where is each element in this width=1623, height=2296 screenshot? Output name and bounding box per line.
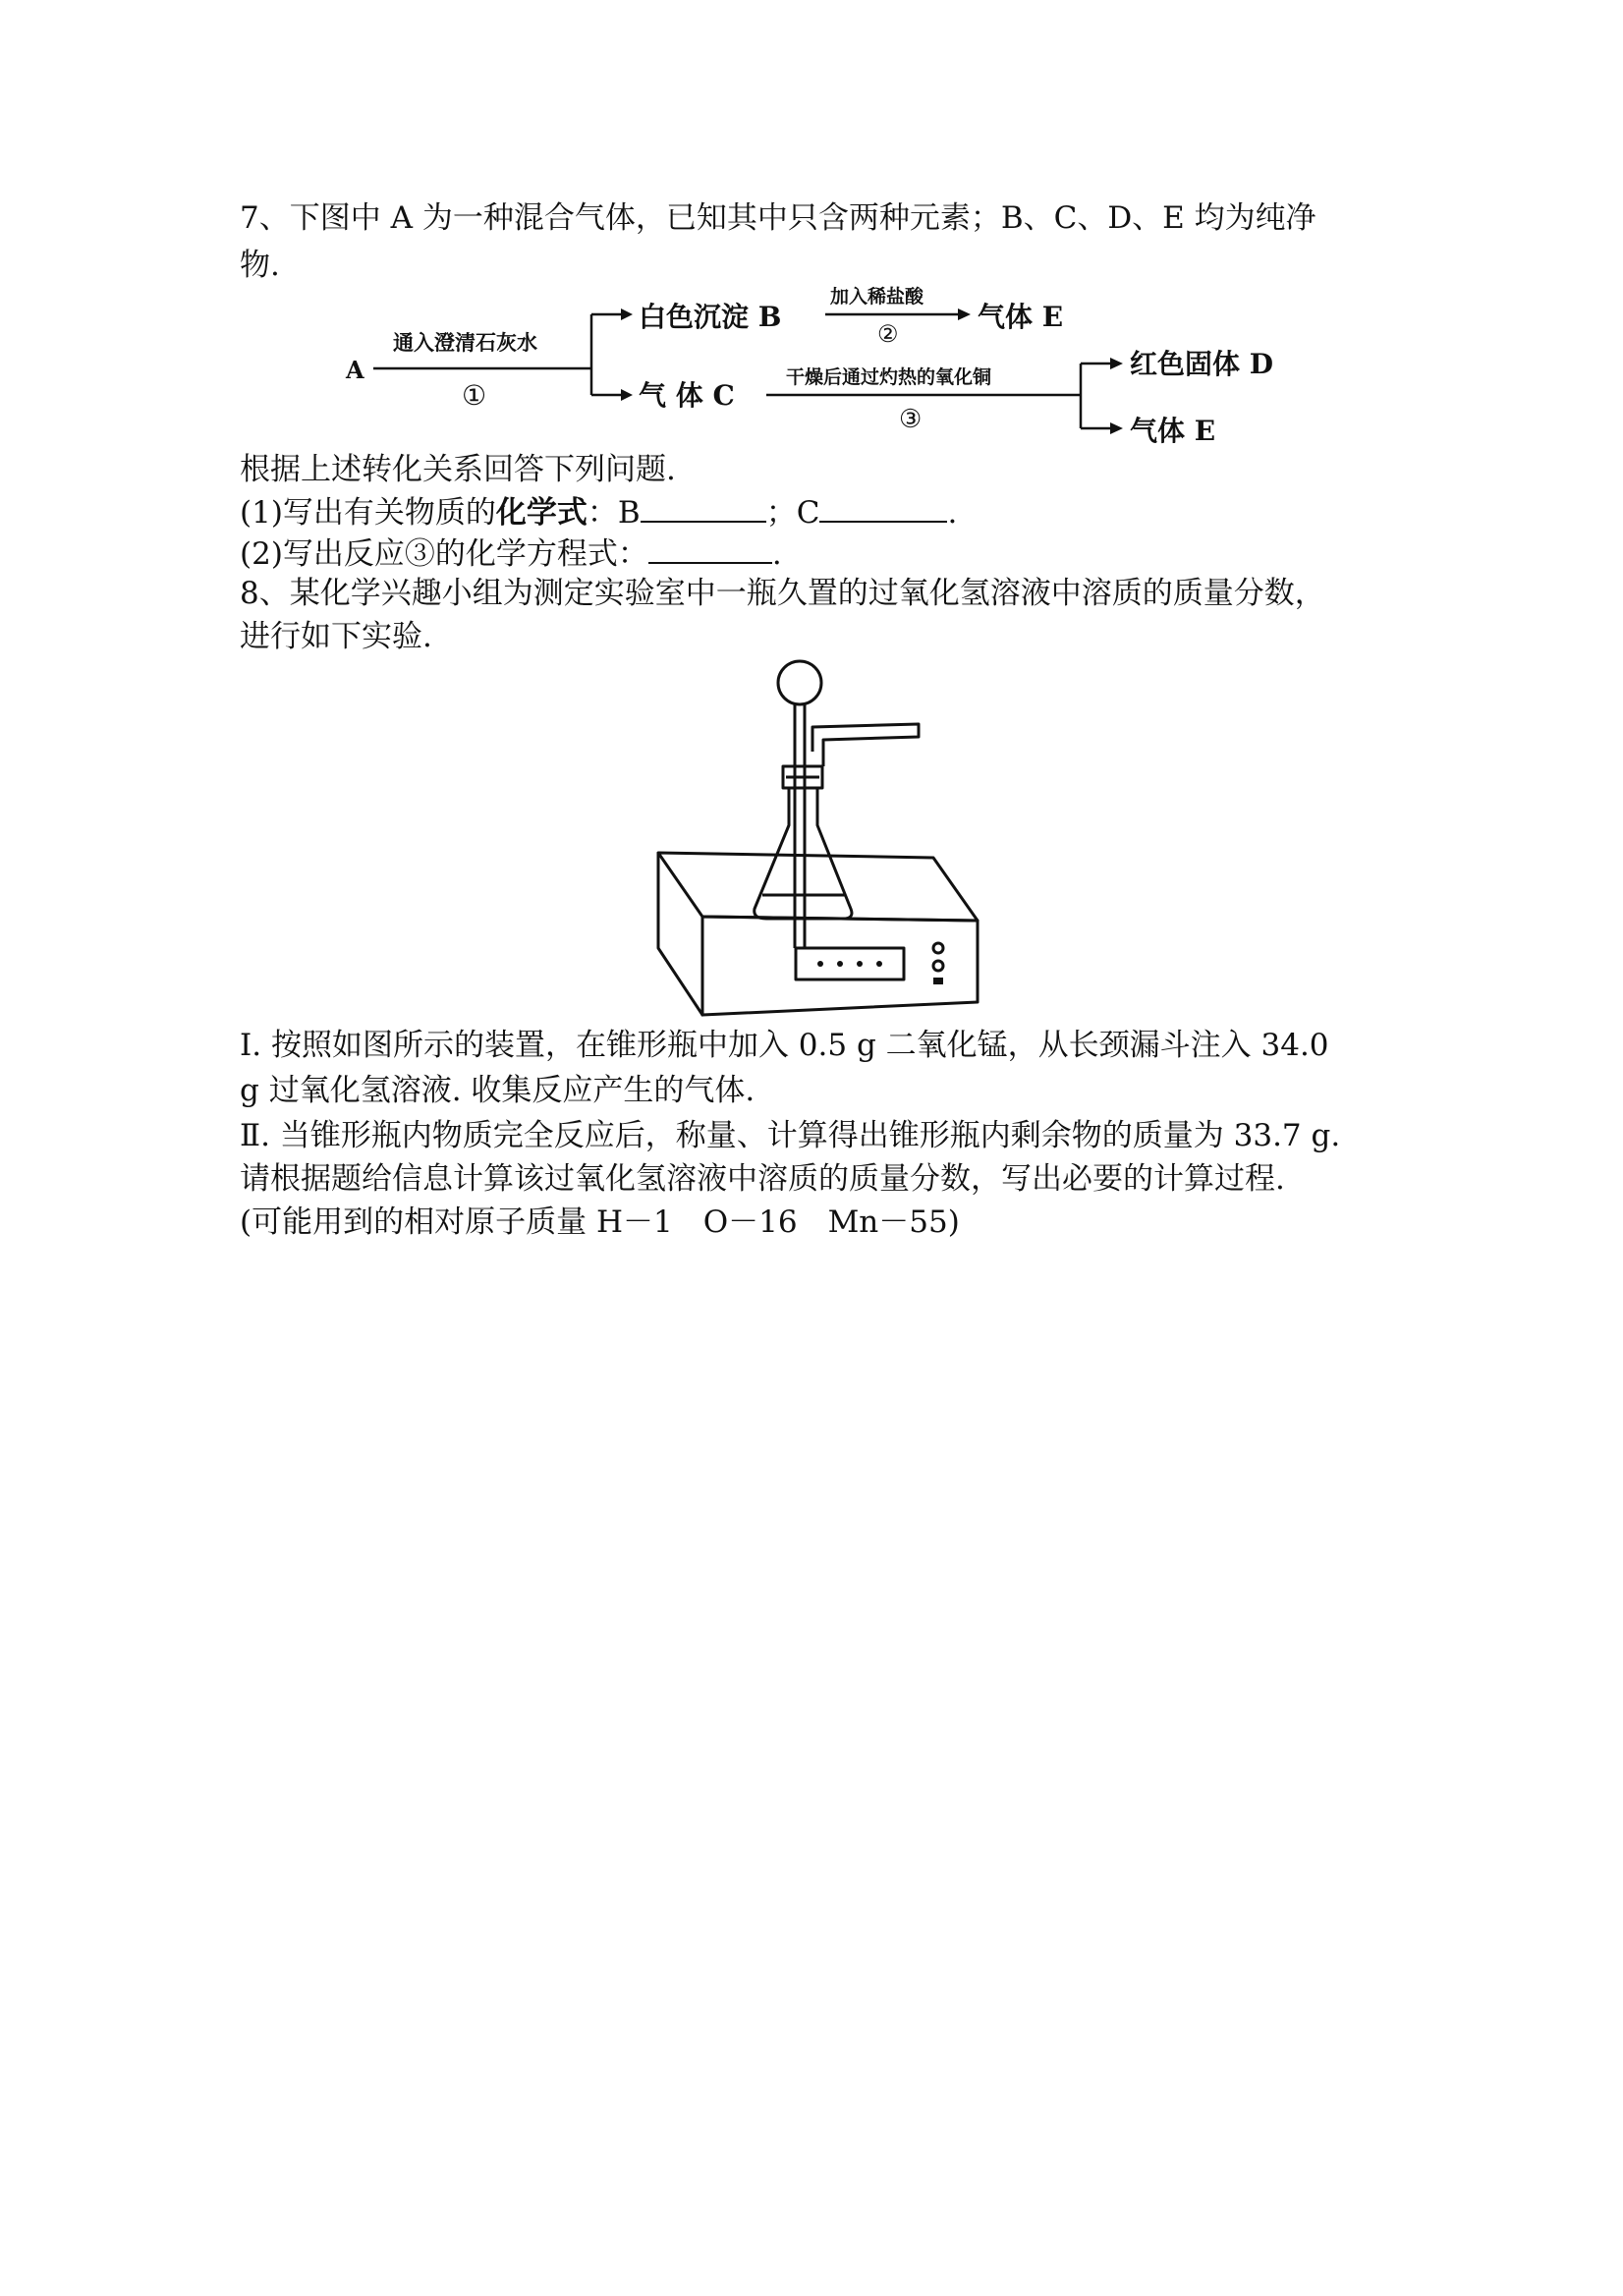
q7-sub1 (240, 491, 957, 532)
q7-sub1-b: ：B (587, 495, 641, 531)
q8-step2-line2: 请根据题给信息计算该过氧化氢溶液中溶质的质量分数，写出必要的计算过程. (240, 1161, 1285, 1197)
diagram-node-e-bottom: 气体 E (1130, 415, 1216, 447)
balance-icon (658, 853, 978, 921)
q8-step2-line1: Ⅱ. 当锥形瓶内物质完全反应后，称量、计算得出锥形瓶内剩余物的质量为 33.7 g. (240, 1118, 1341, 1153)
lab-apparatus-illustration (639, 653, 992, 1027)
knob-icon (933, 943, 943, 953)
q7-sub2-end: . (771, 536, 782, 572)
diagram-step1-label: 通入澄清石灰水 (393, 330, 537, 355)
q7-intro-line2: 物. (240, 248, 280, 283)
diagram-node-a: A (346, 356, 364, 384)
q7-sub2-prefix: (2)写出反应③的化学方程式： (240, 536, 648, 572)
diagram-step2-num: ② (877, 320, 899, 348)
q7-sub1-end: . (947, 495, 958, 531)
q7-intro-line1: 7、下图中 A 为一种混合气体，已知其中只含两种元素；B、C、D、E 均为纯净 (240, 200, 1316, 236)
knob-icon (933, 961, 943, 971)
diagram-node-d: 红色固体 D (1130, 348, 1274, 380)
funnel-bulb-icon (778, 661, 821, 704)
answer-blank-b[interactable] (641, 491, 766, 523)
q8-intro-line1: 8、某化学兴趣小组为测定实验室中一瓶久置的过氧化氢溶液中溶质的质量分数， (240, 576, 1325, 611)
diagram-step3-label: 干燥后通过灼热的氧化铜 (786, 366, 992, 388)
diagram-node-e-top: 气体 E (978, 301, 1064, 333)
answer-blank-c[interactable] (819, 491, 947, 523)
q7-flow-diagram (334, 285, 1316, 452)
balance-display (796, 948, 904, 980)
q7-sub1-c: ；C (765, 495, 820, 531)
q8-step1-line2: g 过氧化氢溶液. 收集反应产生的气体. (240, 1073, 756, 1108)
q8-step1-line1: Ⅰ. 按照如图所示的装置，在锥形瓶中加入 0.5 g 二氧化锰，从长颈漏斗注入 34.0 (240, 1028, 1329, 1063)
q8-intro-line2: 进行如下实验. (240, 619, 432, 654)
diagram-step1-num: ① (462, 379, 487, 412)
conical-flask-icon (755, 788, 852, 919)
q7-sub1-bold: 化学式 (495, 495, 588, 531)
diagram-step3-num: ③ (899, 405, 923, 434)
q8-atomic-masses: (可能用到的相对原子质量 H－1 O－16 Mn－55) (240, 1204, 960, 1240)
diagram-node-c: 气 体 C (639, 379, 735, 412)
answer-blank-equation[interactable] (648, 532, 772, 564)
q7-sub2 (240, 532, 782, 574)
q7-prompt: 根据上述转化关系回答下列问题. (240, 452, 676, 487)
diagram-step2-label: 加入稀盐酸 (830, 286, 924, 308)
diagram-node-b: 白色沉淀 B (639, 301, 782, 333)
q7-sub1-prefix: (1)写出有关物质的 (240, 495, 496, 531)
